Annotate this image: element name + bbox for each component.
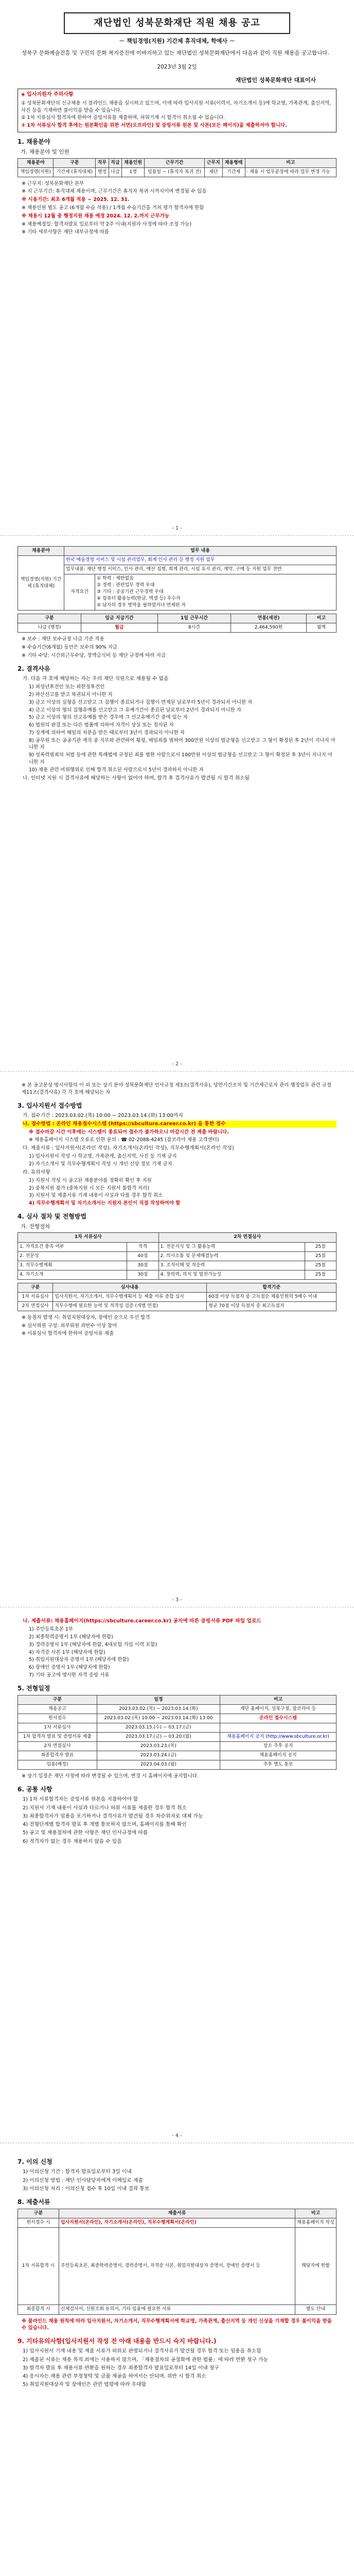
table-header: 합격기준	[207, 1283, 337, 1292]
list-item: 5) 취업지원대상자 증명서 1부 (해당자에 한함)	[29, 1657, 129, 1663]
table-cell: 1차 서류심사	[18, 1723, 97, 1733]
table-cell: 25점	[305, 1270, 336, 1279]
table-cell: 1차 서류심사	[18, 1292, 53, 1301]
table-cell: 2023.03.15.(수) ~ 03.17.(금)	[97, 1723, 220, 1733]
table-cell: 행정	[96, 167, 109, 177]
table-cell: 2,464,590원	[231, 623, 307, 633]
list-item: 3) 금고 이상의 실형을 선고받고 그 집행이 종료되거나 집행이 면제된 날로부터 5년이 경과되지 아니한 자	[29, 699, 253, 705]
preface-note: ※ 본 공고문상 명시사항의 이 외 또는 상기 분야 성북문화재단 인사규정 제3조(결격사유), 당연기간조치 및 기간제근로자 관리 행정업무 관련 규정 제11조(결격사유) 각 각 호에 해당되는 자	[22, 1082, 331, 1095]
table-note: ※ 기타 세부사항은 재단 내부규정에 따름	[22, 229, 109, 235]
table-header: 비고	[306, 614, 336, 623]
table-cell: 재단	[204, 167, 222, 177]
table-row	[18, 1251, 337, 1261]
list-item: 1) 이의신청 기간 : 합격자 발표일로부터 3일 이내	[23, 2169, 132, 2175]
table-cell: 2023.03.02.(목) 10:00 ~ 2023.03.14.(화) 13:00	[97, 1714, 220, 1723]
requirement-item: ③ 기타 : 공공기관 근무경력 우대	[97, 589, 164, 595]
table-cell: 3. 직무수행계획	[18, 1261, 127, 1270]
list-item: 6) 적격자가 없는 경우 채용하지 않을 수 있음	[23, 1838, 122, 1844]
list-item: 다. 제출서류 : 입사지원서(온라인 작성), 자기소개서(온라인 작성), 직무수행계획서(온라인 작성)	[23, 1145, 234, 1151]
table-cell: · 채용 시 업무분장에 따라 업무 변경 가능	[245, 167, 336, 177]
table-cell: 온라인 접수시스템	[220, 1714, 337, 1723]
table-cell: 한국 예술경영 서비스 및 시설 관리업무, 회계 인사 관리 등 행정 지원 업무	[64, 556, 337, 565]
table-cell: 나급	[109, 167, 122, 177]
requirements-cell	[95, 574, 337, 611]
table-cell: 3. 조직이해 및 적응력	[158, 1261, 305, 1270]
table-header: 채용분야	[18, 158, 54, 167]
table-row	[18, 574, 337, 611]
table-cell: 25점	[305, 1242, 336, 1251]
list-item: 1) 주민등록초본 1부	[29, 1626, 74, 1633]
table-row	[18, 2305, 337, 2314]
table-header: 직무	[96, 158, 109, 167]
notice-title: ◈ 입사지원자 주의사항	[21, 92, 74, 98]
table-cell: 주민등록초본, 최종학력증명서, 경력증명서, 자격증 사본, 취업지원대상자 증명서, 장애인 증명서 등	[59, 2228, 295, 2305]
table-note: ※ 근무지: 성북문화재단 본부	[22, 180, 84, 187]
section-heading: 6. 공통 사항	[17, 1786, 52, 1793]
list-item: 3) 경력증명서 1부 (해당자에 한함, 4대보험 가입 이력 포함)	[29, 1641, 157, 1648]
table-header: 구분	[18, 614, 81, 623]
table-header: 제출서류	[59, 2209, 295, 2218]
table-cell: 직무수행에 필요한 능력 및 적격성 검증 (개별 면접)	[53, 1301, 207, 1311]
list-item: 9) 성폭력범죄의 처벌 등에 관한 특례법에 규정된 죄를 범한 사람으로서 100만원 이상의 벌금형을 선고받고 그 형이 확정된 후 3년이 지나지 아니한 자	[29, 752, 332, 766]
preface-note: 나. 제출서류: 채용홈페이지(https://sbculture.career.co.kr) 공지에 따른 증빙서류 PDF 파일 업로드	[23, 1618, 261, 1624]
table-note: ※ 채용예정일: 합격자발표 일로부터 약 2주 이내(지원자 사정에 따라 조정 가능)	[22, 221, 192, 227]
list-item: 1) 입사지원서 작성 시 학교명, 가족관계, 출신지역, 사진 등 기재 금지	[29, 1154, 177, 1160]
table-cell: 추후 별도 통보	[220, 1760, 337, 1770]
table-row	[18, 1733, 337, 1742]
table-row	[18, 2228, 337, 2305]
table-row	[18, 1261, 337, 1270]
list-item: 4) 자격증 사본 1부 (해당자에 한함)	[29, 1649, 105, 1655]
table-cell[interactable]: 채용홈페이지 공지 (http://www.sbculture.or.kr)	[220, 1733, 337, 1742]
issuer-name: 재단법인 성북문화재단 대표이사	[235, 77, 316, 84]
list-item: 4) 응시자는 채용 관련 부정청탁 및 금품 제공을 하여서는 안되며, 위반 시 합격 취소	[23, 2374, 206, 2380]
page-number: - 4 -	[172, 2132, 182, 2139]
list-item: 4) 금고 이상의 형의 집행유예를 선고받고 그 유예기간이 종료된 날로부터 2년이 경과되지 아니한 자	[29, 707, 241, 713]
table-note: ※ 상기 일정은 재단 사정에 따라 변경될 수 있으며, 변경 시 홈페이지에 공지합니다.	[22, 1773, 199, 1780]
table-cell: 별도 안내	[295, 2305, 337, 2314]
list-item: 2) 제출된 서류는 채용 목적 외에는 사용하지 않으며, 「채용절차의 공정화에 관한 법률」에 따라 반환 청구 가능	[23, 2357, 268, 2363]
section-heading: 1. 채용분야	[17, 138, 50, 145]
table-cell: 25점	[305, 1261, 336, 1270]
subsection-heading: 가. 전형절차	[21, 1224, 50, 1230]
table-cell: 1차 서류합격 시	[18, 2228, 59, 2305]
list-item: 2) 이의신청 방법 : 재단 인사담당자에게 이메일로 제출	[23, 2177, 143, 2183]
table-cell: 평균 70점 이상 득점자 중 최고득점자	[207, 1301, 337, 1311]
list-item: 2) 자기소개서 및 직무수행계획서 작성 시 개인 신상 정보 기재 금지	[29, 1161, 172, 1167]
table-cell: 기간제 (휴직대체)	[54, 167, 96, 177]
table-cell: 2. 의사소통 및 문제해결능력	[158, 1251, 305, 1261]
table-cell: 1명	[122, 167, 145, 177]
table-cell: 원서접수 시	[18, 2218, 59, 2228]
applicant-notice-box	[17, 89, 337, 132]
table-cell: 신체검사서, 신원조회 동의서, 기타 임용에 필요한 서류	[59, 2305, 295, 2314]
list-item: 3) 지원서 및 제출서류 기재 내용이 사실과 다를 경우 합격 취소	[29, 1193, 163, 1199]
table-cell: 최종합격자 발표	[18, 1751, 97, 1760]
list-item: 라. 유의사항	[23, 1169, 50, 1175]
list-item: 5) 공고 및 채용절차에 관한 사항은 재단 인사규정에 따름	[23, 1830, 148, 1836]
table-note: ※ 시용기간: 최초 6개월 적용 ~ 2025. 12. 31.	[22, 197, 130, 203]
notice-line: ② 1차 서류심사 합격자에 한하여 증빙서류를 제출하며, 허위기재 시 합격이 취소될 수 있습니다.	[21, 115, 225, 121]
table-note: ※ 보수 : 재단 보수규정 나급 기준 적용	[22, 636, 104, 642]
requirement-item: ① 학력 : 제한없음	[97, 576, 134, 582]
table-row	[18, 1760, 337, 1770]
required-documents-table	[17, 2209, 337, 2314]
table-header: 2차 면접심사	[158, 1233, 336, 1242]
table-row	[18, 1242, 337, 1251]
list-item: 8) 공무원 또는 공공기관 재직 중 직무와 관련하여 횡령, 배임죄를 범하여 300만원 이상의 벌금형을 선고받고 그 형이 확정된 후 2년이 지나지 아니한 자	[29, 737, 335, 751]
document-page-1	[0, 0, 354, 536]
list-item: 4) 직무수행계획서 및 자기소개서는 지원자 본인이 직접 작성하여야 함	[29, 1200, 181, 1207]
table-cell: 30점	[127, 1261, 158, 1270]
list-item: 가. 접수기간 : 2023.03.02.(목) 10:00 ~ 2023.03.14.(화) 13:00까지	[23, 1112, 183, 1118]
requirement-item: ② 경력 : 관련업무 경력 우대	[97, 583, 155, 588]
table-header: 근무기간	[145, 158, 205, 167]
table-header: 1차 서류심사	[18, 1233, 159, 1242]
table-note: ※ 동점자 발생 시: 취업지원대상자, 장애인 순으로 우선 합격	[22, 1314, 150, 1320]
table-cell: 40점	[127, 1251, 158, 1261]
table-header: 근무지	[204, 158, 222, 167]
table-row	[18, 565, 337, 574]
screening-stage-table	[17, 1283, 337, 1311]
document-page-2	[0, 536, 354, 1072]
list-item: 2) 지원서 기재 내용이 사실과 다르거나 허위 서류를 제출한 경우 합격 취소	[23, 1805, 187, 1811]
section-heading: 3. 입사지원서 접수방법	[17, 1101, 82, 1109]
section-heading: 8. 제출서류	[17, 2198, 50, 2206]
table-cell: 8시간	[157, 623, 231, 633]
table-cell: 2023.03.23.(목)	[97, 1742, 220, 1751]
table-cell: 업무내용: 재단 행정 서비스, 인사 관리, 예산 집행, 회계 관리, 시설 유지 관리, 계약, 구매 등 지원 업무 전반	[64, 565, 337, 574]
document-page-5	[0, 2143, 354, 2576]
table-cell: 채용홈페이지 작성	[295, 2218, 337, 2228]
list-item: 3) 최종합격자가 임용을 포기하거나 결격사유가 발견될 경우 차순위자로 대체 가능	[23, 1813, 203, 1819]
table-header: 비고	[220, 1695, 337, 1704]
table-header: 직급	[109, 158, 122, 167]
table-cell: 원서접수	[18, 1714, 97, 1723]
list-item: 나. 접수방법 : 온라인 채용접수시스템 (https://sbculture.career.co.kr) 을 통한 접수	[23, 1121, 337, 1128]
table-note: ※ 채용인원 별도 공고 (6개월 수습 적용) / 1개월 수습기간을 거쳐 평가 합격자에 한함	[22, 205, 204, 211]
document-subtitle: － 책임경영(지원) 기간제 휴직대체, 학예사 －	[119, 38, 235, 45]
table-cell: 1. 전문지식 및 그 활용능력	[158, 1242, 305, 1251]
table-header: 비고	[245, 158, 336, 167]
list-item: 5) 취업지원대상자 및 장애인은 관련 법령에 따라 우대함	[23, 2382, 147, 2388]
table-cell: 월액	[306, 623, 336, 633]
table-row	[18, 2218, 337, 2228]
table-cell: 2. 전문성	[18, 1251, 127, 1261]
table-cell: 4. 자기소개	[18, 1270, 127, 1279]
list-item: 가. 다음 각 호에 해당하는 자는 우리 재단 직원으로 채용될 수 없음	[23, 676, 169, 682]
table-cell: 월급	[81, 623, 157, 633]
page-number: - 3 -	[172, 1597, 182, 1603]
table-note: ※ 심사위원 구성: 외부위원 과반수 이상 참여	[22, 1323, 117, 1329]
list-item: 1) 피성년후견인 또는 피한정후견인	[29, 684, 105, 690]
table-note: ※ 채용시 12월 중 행정지원 채용 예정 2024. 12. 2.까지 근무가능	[22, 213, 169, 219]
list-item: 7) 기타 공고에 명시한 자격 증빙 서류	[29, 1672, 110, 1678]
table-cell: 1. 자격요건 충족 여부	[18, 1242, 127, 1251]
table-row	[18, 623, 337, 633]
list-item: 1) 1차 서류합격자는 증빙서류 원본을 지참하여야 함	[23, 1797, 138, 1803]
table-header: 구분	[18, 1283, 53, 1292]
job-description-table	[17, 546, 337, 611]
table-cell: 25점	[305, 1251, 336, 1261]
list-item: 6) 장애인 증명서 1부 (해당자에 한함)	[29, 1665, 110, 1671]
table-cell: 2023.03.24.(금)	[97, 1751, 220, 1760]
table-row	[18, 1714, 337, 1723]
page-number: - 2 -	[172, 1061, 182, 1067]
table-row	[18, 1301, 337, 1311]
table-cell: 적격	[127, 1242, 158, 1251]
table-row	[18, 1723, 337, 1733]
schedule-table	[17, 1695, 337, 1770]
table-note: ※ 서류심사 합격자에 한하여 증빙서류 제출	[22, 1331, 114, 1337]
list-item: 2) 파산선고를 받고 복권되지 아니한 자	[29, 692, 113, 698]
list-item: ※ 채용홈페이지 시스템 오류로 인한 문의 : ☎ 02-2088-4245 (잡코리아 채용 고객센터)	[29, 1137, 219, 1143]
notice-line: ③ 1차 서류심사 합격 후에는 원본확인을 위한 서면(오프라인) 및 증빙서류 원본 및 사본(모든 페이지)을 제출하셔야 합니다.	[21, 123, 287, 129]
list-item: 3) 합격자 발표 후 채용서류 반환을 원하는 경우 최종합격자 발표일로부터 14일 이내 청구	[23, 2365, 219, 2371]
table-header: 일정	[97, 1695, 220, 1704]
document-page-4	[0, 1607, 354, 2143]
table-row	[18, 1705, 337, 1714]
page-number: - 1 -	[172, 525, 182, 531]
table-cell: 최종합격 시	[18, 2305, 59, 2314]
table-cell: 해당자에 한함	[295, 2228, 337, 2305]
table-cell: 30점	[127, 1270, 158, 1279]
recruitment-field-table	[17, 158, 337, 177]
table-row	[18, 1751, 337, 1760]
table-cell: 기간제	[222, 167, 245, 177]
section-heading: 5. 전형일정	[17, 1684, 50, 1692]
section-heading: 4. 심사 절차 및 전형방법	[17, 1212, 86, 1220]
requirement-item: ④ 컴퓨터 활용능력(한글, 엑셀 등) 우수자	[97, 596, 181, 602]
table-header: 구분	[54, 158, 96, 167]
table-header: 연봉(세전)	[231, 614, 307, 623]
document-page-3	[0, 1072, 354, 1607]
table-cell: 자격요건	[64, 574, 95, 611]
table-row	[18, 167, 337, 177]
list-item: 3) 이의신청 처리 : 이의신청 접수 후 10일 이내 결과 통보	[23, 2185, 150, 2192]
table-cell: 2023.03.17.(금) ~ 03.20.(월)	[97, 1733, 220, 1742]
list-item: 2) 최종학력증명서 1부 (해당자에 한함)	[29, 1634, 113, 1640]
table-row	[18, 556, 337, 565]
table-cell: 나급 (행정)	[18, 623, 81, 633]
table-header: 업무 내용	[64, 547, 337, 556]
list-item: 4) 전형단계별 합격자 발표 후 개별 통보하지 않으며, 홈페이지를 통해 확인	[23, 1822, 187, 1828]
evaluation-criteria-table	[17, 1232, 337, 1279]
salary-table	[17, 614, 337, 633]
table-header: 1일 근무시간	[157, 614, 231, 623]
list-item: 2) 중복지원 불가 (중복지원 시 모든 지원서 불합격 처리)	[29, 1185, 150, 1191]
table-cell: 책임경영(지원)	[18, 167, 54, 177]
table-row	[18, 1292, 337, 1301]
section-heading: 2. 결격사유	[17, 665, 50, 672]
table-header: 비고	[295, 2209, 337, 2218]
document-title: 재단법인 성북문화재단 직원 채용 공고	[64, 12, 290, 34]
table-row	[18, 1270, 337, 1279]
notice-date: 2023년 3월 2일	[157, 64, 197, 71]
subsection-heading: 가. 채용분야 및 인원	[21, 149, 69, 156]
table-cell: 재단 홈페이지, 성북구청, 잡코리아 등	[220, 1705, 337, 1714]
table-note: ※ 지 근무기간: 휴직대체 채용이며, 근무기간은 휴직자 복귀 시까지이며 변경될 수 있음	[22, 189, 207, 195]
table-header: 채용형태	[222, 158, 245, 167]
table-header: 채용분야	[18, 547, 64, 556]
section-heading: 9. 기타유의사항(입사지원서 작성 전 아래 내용을 반드시 숙지 바랍니다.)	[17, 2337, 217, 2345]
table-cell: 책임경영(지원) 기간제 (휴직대체)	[18, 556, 64, 611]
list-item: 나. 인터넷 지원 시 결격사유에 해당하는 사항이 없어야 하며, 합격 후 결격사유가 발견될 시 합격 취소됨	[23, 775, 250, 781]
table-row	[18, 1742, 337, 1751]
list-item: 1) 입사지원서 기재 내용 및 제출 서류가 허위로 판명되거나 결격사유가 발견될 경우 합격 또는 임용을 취소함	[23, 2348, 261, 2354]
table-cell: 2차 면접심사	[18, 1301, 53, 1311]
table-cell: 채용공고	[18, 1705, 97, 1714]
table-header: 채용인원	[122, 158, 145, 167]
list-item: 5) 금고 이상의 형의 선고유예를 받은 경우에 그 선고유예기간 중에 있는 자	[29, 715, 188, 721]
table-cell: 60점 이상 득점자 중 고득점순 채용인원의 5배수 이내	[207, 1292, 337, 1301]
list-item: ※ 접수마감 시간 이후에는 시스템이 종료되어 접수가 불가하오니 마감시간 전 제출 바랍니다.	[29, 1129, 229, 1136]
table-header: 구분	[18, 2209, 59, 2218]
table-cell: 2023.03.02.(목) ~ 2023.03.14.(화)	[97, 1705, 220, 1714]
list-item: 6) 법원의 판결 또는 다른 법률에 의하여 자격이 상실 또는 정지된 자	[29, 722, 174, 728]
table-cell: 1차 합격자 발표 및 증빙서류 제출	[18, 1733, 97, 1742]
section-heading: 7. 이의 신청	[17, 2158, 52, 2165]
list-item: 1) 지원서 작성 시 공고된 채용분야를 정확히 확인 후 지원	[29, 1177, 152, 1183]
intro-text: 성북구 문화예술진흥 및 구민의 문화 복지증진에 이바지하고 있는 재단법인 성북문화재단에서 다음과 같이 직원 채용을 공고합니다.	[22, 50, 329, 57]
table-header: 심사내용	[53, 1283, 207, 1292]
list-item: 10) 채용 관련 비위행위로 인해 합격 취소된 사람으로서 5년이 경과하지 아니한 자	[29, 767, 204, 773]
table-cell: 임용(예정)	[18, 1760, 97, 1770]
table-note: ※ 수습기간(6개월) 동안은 보수의 90% 지급	[22, 645, 118, 651]
table-cell: 4. 창의력, 의지 및 발전가능성	[158, 1270, 305, 1279]
table-cell: 채용홈페이지 공지	[220, 1751, 337, 1760]
table-cell: 2차 면접심사	[18, 1742, 97, 1751]
notice-line: ① 성북문화재단의 신규채용 시 블라인드 채용을 실시하고 있으며, 이에 따라 입사지원 서류(이력서, 자기소개서 등)에 학교명, 가족관계, 출신지역, 사진 등을 기재하면 불이익을 받을 수 있습니다.	[21, 100, 331, 113]
table-cell: 입사지원서, 자기소개서, 직무수행계획서 등 제출 서류 종합 심사	[53, 1292, 207, 1301]
table-cell: 2023.04.03.(월)	[97, 1760, 220, 1770]
table-cell	[220, 1723, 337, 1733]
table-cell: 임용일 ~ (휴직자 복귀 전)	[145, 167, 205, 177]
table-cell: 장소 추후 공지	[220, 1742, 337, 1751]
warning-note: ※ 블라인드 채용 원칙에 따라 입사지원서, 자기소개서, 직무수행계획서에 학교명, 가족관계, 출신지역 등 개인 신상을 기재할 경우 불이익을 받을 수 있습니다.	[22, 2318, 332, 2331]
table-header: 임금 지급기간	[81, 614, 157, 623]
requirement-item: ⑤ 남자의 경우 병역을 필하였거나 면제된 자	[97, 603, 186, 608]
table-header: 구분	[18, 1695, 97, 1704]
table-cell: 입사지원서(온라인), 자기소개서(온라인), 직무수행계획서(온라인)	[59, 2218, 295, 2228]
list-item: 7) 징계에 의하여 해임의 처분을 받은 때로부터 3년이 경과되지 아니한 자	[29, 730, 185, 736]
table-note: ※ 기타 수당: 시간외근무수당, 정액급식비 등 재단 규정에 따라 지급	[22, 653, 166, 658]
